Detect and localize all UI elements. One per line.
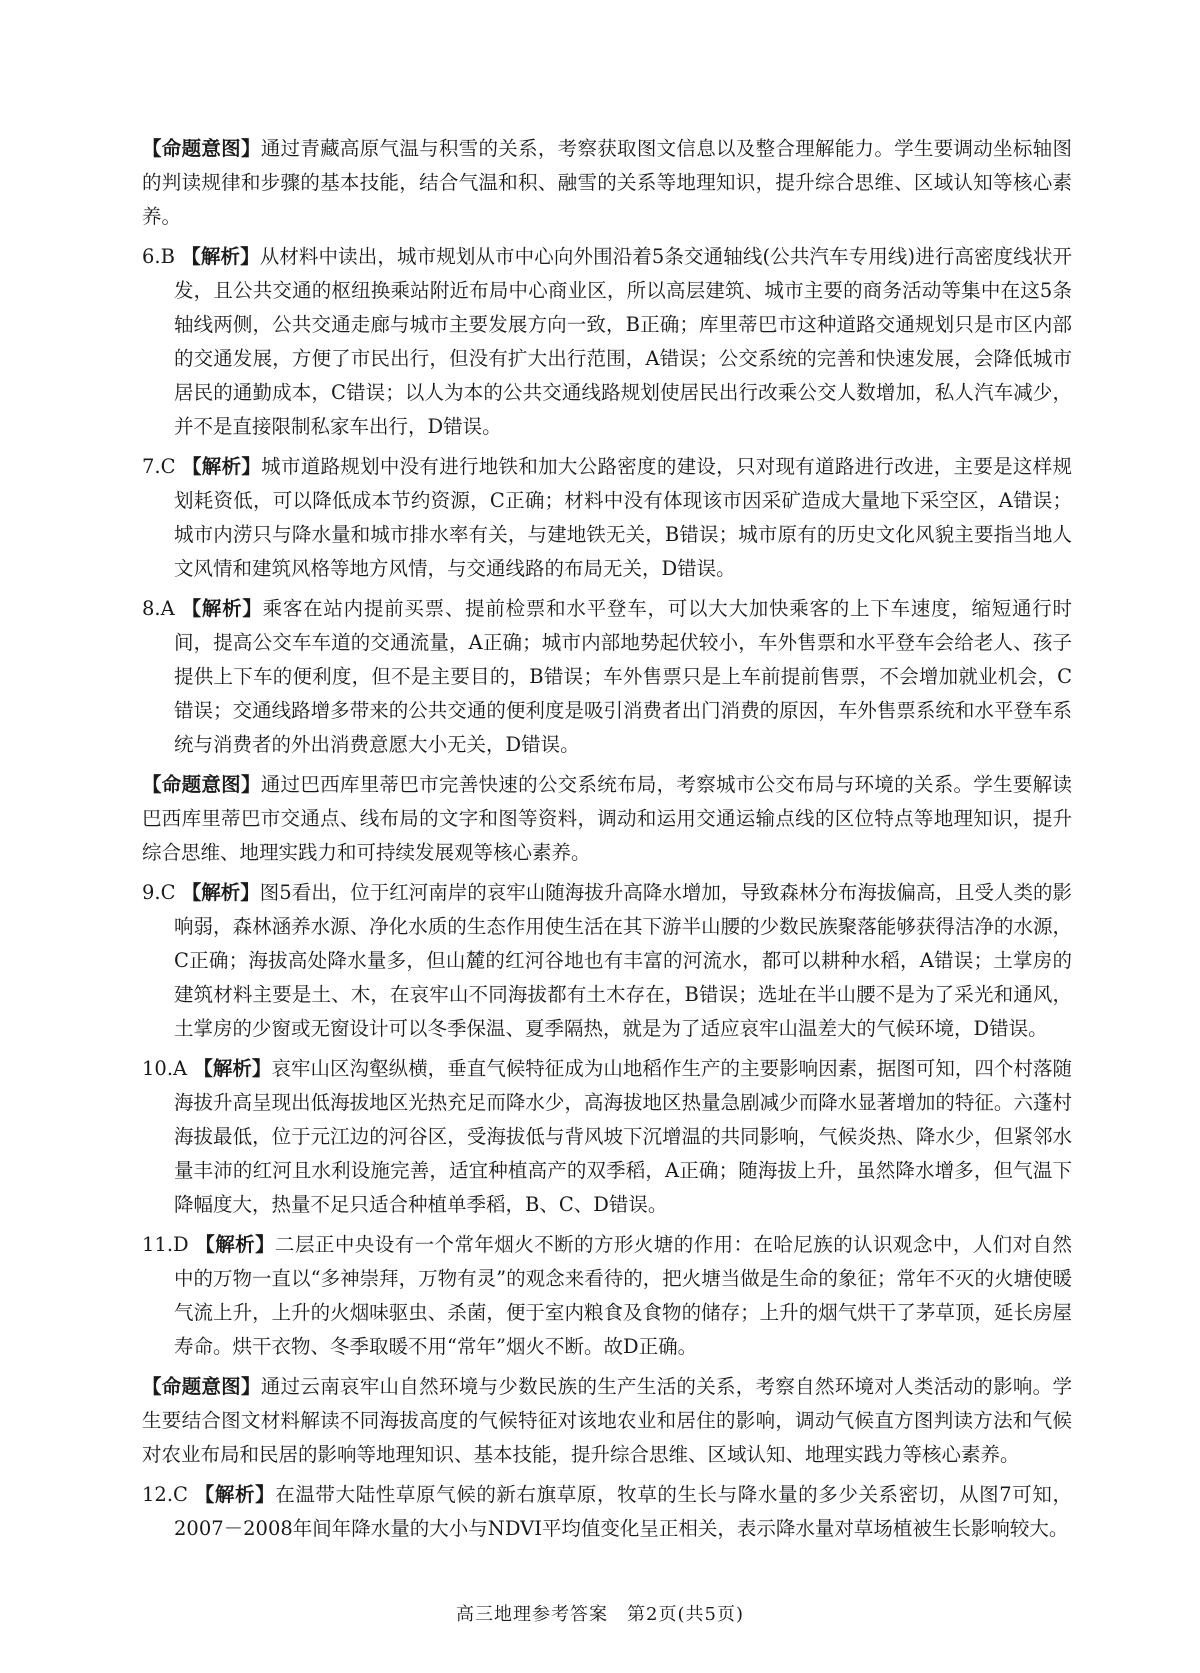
block-text: 图5看出，位于红河南岸的哀牢山随海拔升高降水增加，导致森林分布海拔偏高，且受人类的影响弱，森林涵养水源、净化水质的生态作用使生活在其下游半山腰的少数民族聚落能够获得洁净的水源，C正确；海拔高处降水量多，但山麓的红河谷地也有丰富的河流水，都可以耕种水稻，A错误；土掌房的建筑材料主要是土、木，在哀牢山不同海拔都有土木存在，B错误；选址在半山腰不是为了采光和通风，土掌房的少窗或无窗设计可以冬季保温、夏季隔热，就是为了适应哀牢山温差大的气候环境，D错误。	[174, 881, 1072, 1040]
intent-note	[142, 768, 1072, 870]
question-number: 12.C	[142, 1483, 188, 1506]
question-number: 10.A	[142, 1057, 188, 1080]
block-text: 通过云南哀牢山自然环境与少数民族的生产生活的关系，考察自然环境对人类活动的影响。学生要结合图文材料解读不同海拔高度的气候特征对该地农业和居住的影响，调动气候直方图判读方法和气候对农业布局和民居的影响等地理知识、基本技能，提升综合思维、区域认知、地理实践力等核心素养。	[142, 1375, 1072, 1466]
block-text: 在温带大陆性草原气候的新右旗草原，牧草的生长与降水量的多少关系密切，从图7可知，2007－2008年间年降水量的大小与NDVI平均值变化呈正相关，表示降水量对草场植被生长影响较大。	[174, 1483, 1072, 1540]
question-number: 7.C	[142, 455, 176, 478]
block-text: 通过青藏高原气温与积雪的关系，考察获取图文信息以及整合理解能力。学生要调动坐标轴图的判读规律和步骤的基本技能，结合气温和积、融雪的关系等地理知识，提升综合思维、区域认知等核心素养。	[142, 137, 1072, 228]
question-number: 9.C	[142, 881, 176, 904]
analysis-label: 【解析】	[195, 1233, 276, 1256]
question-number: 11.D	[142, 1233, 189, 1256]
intent-label: 【命题意图】	[142, 1375, 261, 1398]
block-text: 乘客在站内提前买票、提前检票和水平登车，可以大大加快乘客的上下车速度，缩短通行时间，提高公交车车道的交通流量，A正确；城市内部地势起伏较小，车外售票和水平登车会给老人、孩子提供上下车的便利度，但不是主要目的，B错误；车外售票只是上车前提前售票，不会增加就业机会，C错误；交通线路增多带来的公共交通的便利度是吸引消费者出门消费的原因，车外售票系统和水平登车系统与消费者的外出消费意愿大小无关，D错误。	[174, 597, 1072, 756]
answer-item	[142, 1228, 1072, 1364]
block-text: 从材料中读出，城市规划从市中心向外围沿着5条交通轴线(公共汽车专用线)进行高密度线状开发，且公共交通的枢纽换乘站附近布局中心商业区，所以高层建筑、城市主要的商务活动等集中在这5条轴线两侧，公共交通走廊与城市主要发展方向一致，B正确；库里蒂巴市这种道路交通规划只是市区内部的交通发展，方便了市民出行，但没有扩大出行范围，A错误；公交系统的完善和快速发展，会降低城市居民的通勤成本，C错误；以人为本的公共交通线路规划使居民出行改乘公交人数增加，私人汽车减少，并不是直接限制私家车出行，D错误。	[174, 245, 1072, 438]
page-footer: 高三地理参考答案 第2页(共5页)	[456, 1604, 744, 1625]
answer-item	[142, 1052, 1072, 1222]
intent-label: 【命题意图】	[142, 773, 261, 796]
question-number: 8.A	[142, 597, 175, 620]
intent-note	[142, 132, 1072, 234]
answer-item	[142, 450, 1072, 586]
answer-item	[142, 592, 1072, 762]
question-number: 6.B	[142, 245, 175, 268]
analysis-label: 【解析】	[193, 1057, 272, 1080]
answer-item	[142, 240, 1072, 444]
analysis-label: 【解析】	[181, 881, 260, 904]
answer-item	[142, 1478, 1072, 1546]
analysis-label: 【解析】	[181, 597, 263, 620]
block-text: 哀牢山区沟壑纵横，垂直气候特征成为山地稻作生产的主要影响因素，据图可知，四个村落随海拔升高呈现出低海拔地区光热充足而降水少，高海拔地区热量急剧减少而降水显著增加的特征。六蓬村海拔最低，位于元江边的河谷区，受海拔低与背风坡下沉增温的共同影响，气候炎热、降水少，但紧邻水量丰沛的红河且水利设施完善，适宜种植高产的双季稻，A正确；随海拔上升，虽然降水增多，但气温下降幅度大，热量不足只适合种植单季稻，B、C、D错误。	[174, 1057, 1072, 1216]
block-text: 二层正中央设有一个常年烟火不断的方形火塘的作用：在哈尼族的认识观念中，人们对自然中的万物一直以“多神崇拜，万物有灵”的观念来看待的，把火塘当做是生命的象征；常年不灭的火塘使暖气流上升，上升的火烟味驱虫、杀菌，便于室内粮食及食物的储存；上升的烟气烘干了茅草顶，延长房屋寿命。烘干衣物、冬季取暖不用“常年”烟火不断。故D正确。	[174, 1233, 1072, 1358]
intent-note	[142, 1370, 1072, 1472]
block-text: 通过巴西库里蒂巴市完善快速的公交系统布局，考察城市公交布局与环境的关系。学生要解读巴西库里蒂巴市交通点、线布局的文字和图等资料，调动和运用交通运输点线的区位特点等地理知识，提升综合思维、地理实践力和可持续发展观等核心素养。	[142, 773, 1072, 864]
block-text: 城市道路规划中没有进行地铁和加大公路密度的建设，只对现有道路进行改进，主要是这样规划耗资低，可以降低成本节约资源，C正确；材料中没有体现该市因采矿造成大量地下采空区，A错误；城市内涝只与降水量和城市排水率有关，与建地铁无关，B错误；城市原有的历史文化风貌主要指当地人文风情和建筑风格等地方风情，与交通线路的布局无关，D错误。	[174, 455, 1072, 580]
intent-label: 【命题意图】	[142, 137, 261, 160]
answer-content	[142, 132, 1072, 1552]
analysis-label: 【解析】	[181, 245, 260, 268]
analysis-label: 【解析】	[182, 455, 262, 478]
analysis-label: 【解析】	[194, 1483, 276, 1506]
answer-item	[142, 876, 1072, 1046]
